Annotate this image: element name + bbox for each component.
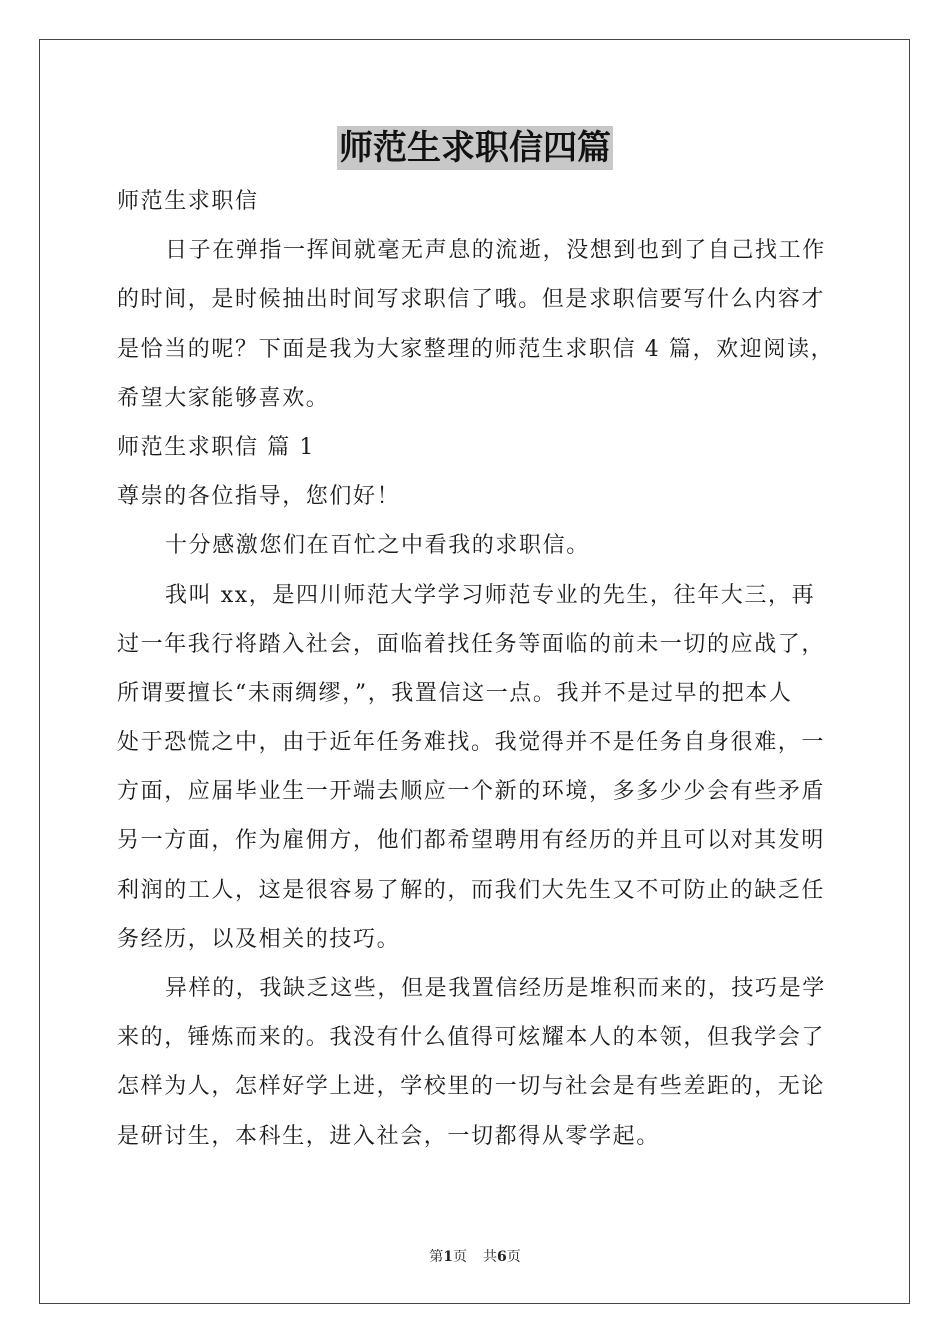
page-label-prefix: 第 <box>429 1249 444 1265</box>
total-label-suffix: 页 <box>506 1249 521 1265</box>
text-line: 是研讨生，本科生，进入社会，一切都得从零学起。 <box>117 1123 660 1149</box>
text-line: 异样的，我缺乏这些，但是我置信经历是堆积而来的，技巧是学 <box>165 976 826 1001</box>
text-line: 希望大家能够喜欢。 <box>117 385 330 411</box>
text-line: 方面，应届毕业生一开端去顺应一个新的环境，多多少少会有些矛盾 <box>117 779 826 805</box>
text-line: 另一方面，作为雇佣方，他们都希望聘用有经历的并且可以对其发明 <box>117 828 826 854</box>
text-line: 师范生求职信 篇 1 <box>117 434 315 460</box>
page-label-suffix: 页 <box>453 1249 467 1265</box>
text-line: 务经历，以及相关的技巧。 <box>117 926 401 952</box>
text-line: 怎样为人，怎样好学上进，学校里的一切与社会是有些差距的，无论 <box>117 1074 826 1100</box>
title-container <box>0 126 950 170</box>
text-line: 我叫 xx，是四川师范大学学习师范专业的先生，往年大三，再 <box>165 582 816 608</box>
total-page-count: 6 <box>497 1249 507 1265</box>
document-body <box>117 177 835 1161</box>
text-line: 是恰当的呢？下面是我为大家整理的师范生求职信 4 篇，欢迎阅读， <box>117 336 835 362</box>
current-page-number: 1 <box>443 1249 453 1265</box>
document-title: 师范生求职信四篇 <box>339 128 611 168</box>
text-line: 的时间，是时候抽出时间写求职信了哦。但是求职信要写什么内容才 <box>117 287 826 313</box>
text-line: 尊崇的各位指导，您们好！ <box>117 484 401 510</box>
text-line: 处于恐慌之中，由于近年任务难找。我觉得并不是任务自身很难，一 <box>117 730 826 756</box>
text-line: 日子在弹指一挥间就毫无声息的流逝，没想到也到了自己找工作 <box>165 238 826 264</box>
text-line: 师范生求职信 <box>117 189 259 214</box>
text-line: 十分感激您们在百忙之中看我的求职信。 <box>165 533 590 559</box>
text-line: 来的，锤炼而来的。我没有什么值得可炫耀本人的本领，但我学会了 <box>117 1025 826 1051</box>
text-line: 利润的工人，这是很容易了解的，而我们大先生又不可防止的缺乏任 <box>117 877 826 903</box>
total-label-prefix: 共 <box>483 1249 497 1265</box>
text-line: 所谓要擅长“未雨绸缪，”，我置信这一点。我并不是过早的把本人 <box>117 680 793 706</box>
page-footer <box>0 1246 950 1266</box>
text-line: 过一年我行将踏入社会，面临着找任务等面临的前未一切的应战了， <box>117 631 826 657</box>
